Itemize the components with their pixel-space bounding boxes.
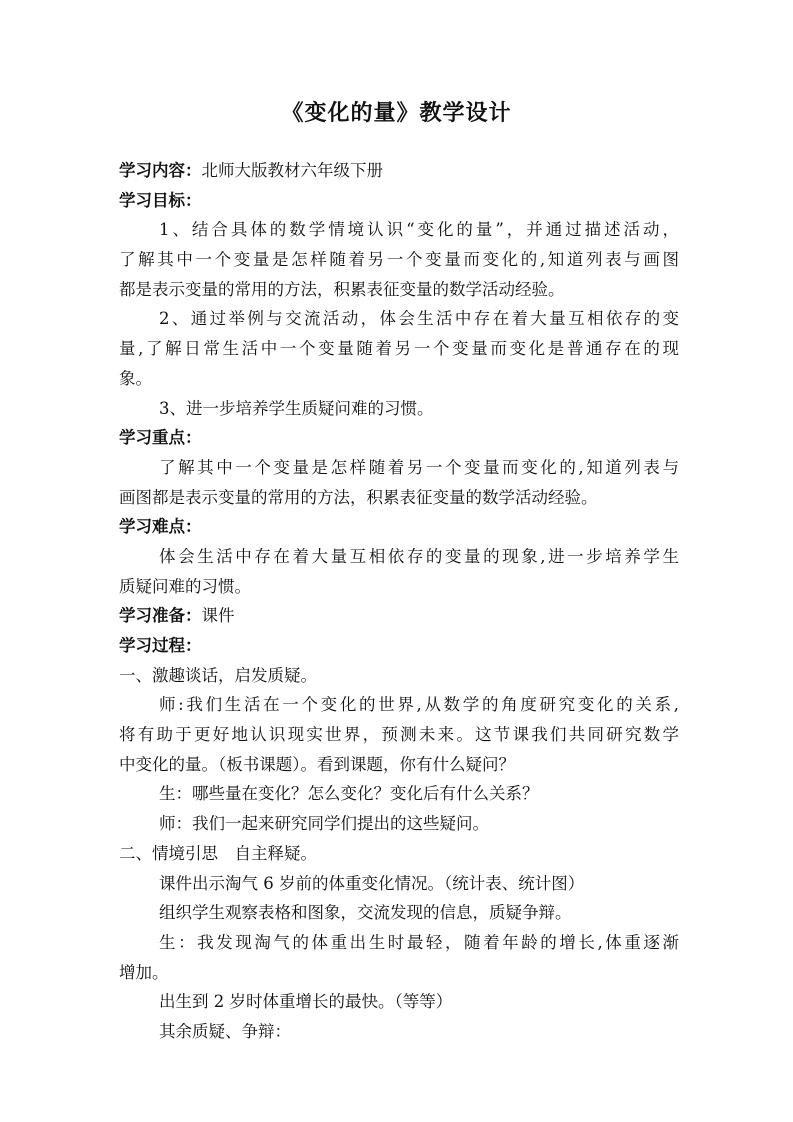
paragraph-line: 课件出示淘气 6 岁前的体重变化情况。（统计表、统计图） [159,873,585,893]
paragraph-line: 量,了解日常生活中一个变量随着另一个变量而变化是普通存在的现 [119,339,679,359]
paragraph-line: 体会生活中存在着大量互相依存的变量的现象,进一步培养学生 [159,546,679,566]
label-preparation: 学习准备： [119,606,202,626]
info-line-preparation [119,601,679,631]
paragraph-line: 中变化的量。（板书课题）。看到课题，你有什么疑问？ [119,754,515,774]
paragraph-line: 将有助于更好地认识现实世界，预测未来。这节课我们共同研究数学 [119,725,679,745]
paragraph-line: 生：哪些量在变化？怎么变化？变化后有什么关系？ [159,784,539,804]
value-content: 北师大版教材六年级下册 [201,161,383,180]
heading-key-points: 学习重点： [119,428,202,448]
paragraph-line: 象。 [119,368,152,388]
document-body [119,156,679,1047]
paragraph-line: 增加。 [119,962,169,982]
heading-difficulties: 学习难点： [119,517,202,537]
paragraph-line: 了解其中一个变量是怎样随着另一个变量而变化的,知道列表与 [159,457,679,477]
paragraph-line: 出生到 2 岁时体重增长的最快。（等等） [159,992,453,1012]
paragraph-line: 了解其中一个变量是怎样随着另一个变量而变化的,知道列表与画图 [119,250,679,270]
paragraph-line: 质疑问难的习惯。 [119,576,251,596]
paragraph-line: 组织学生观察表格和图象，交流发现的信息，质疑争辩。 [159,903,572,923]
paragraph-line: 3、进一步培养学生质疑问难的习惯。 [159,398,434,418]
paragraph-line: 师：我们一起来研究同学们提出的这些疑问。 [159,814,489,834]
value-preparation: 课件 [201,606,235,626]
info-line-content [119,156,679,186]
paragraph-line: 生：我发现淘气的体重出生时最轻，随着年龄的增长,体重逐渐 [159,932,679,952]
paragraph-line: 都是表示变量的常用的方法，积累表征变量的数学活动经验。 [119,279,565,299]
paragraph-line: 其余质疑、争辩： [159,1021,291,1041]
paragraph-line: 画图都是表示变量的常用的方法，积累表征变量的数学活动经验。 [119,487,598,507]
paragraph-line: 1、结合具体的数学情境认识“变化的量”，并通过描述活动， [159,220,679,240]
heading-objectives: 学习目标： [119,190,202,210]
paragraph-line: 2、通过举例与交流活动，体会生活中存在着大量互相依存的变 [159,309,679,329]
document-title: 《变化的量》教学设计 [281,100,512,126]
section-heading-1: 一、激趣谈话，启发质疑。 [119,665,317,685]
paragraph-line: 师:我们生活在一个变化的世界,从数学的角度研究变化的关系, [159,695,679,715]
section-heading-2: 二、情境引思 自主释疑。 [119,843,317,863]
heading-process: 学习过程： [119,636,202,655]
label-content: 学习内容： [119,161,202,180]
